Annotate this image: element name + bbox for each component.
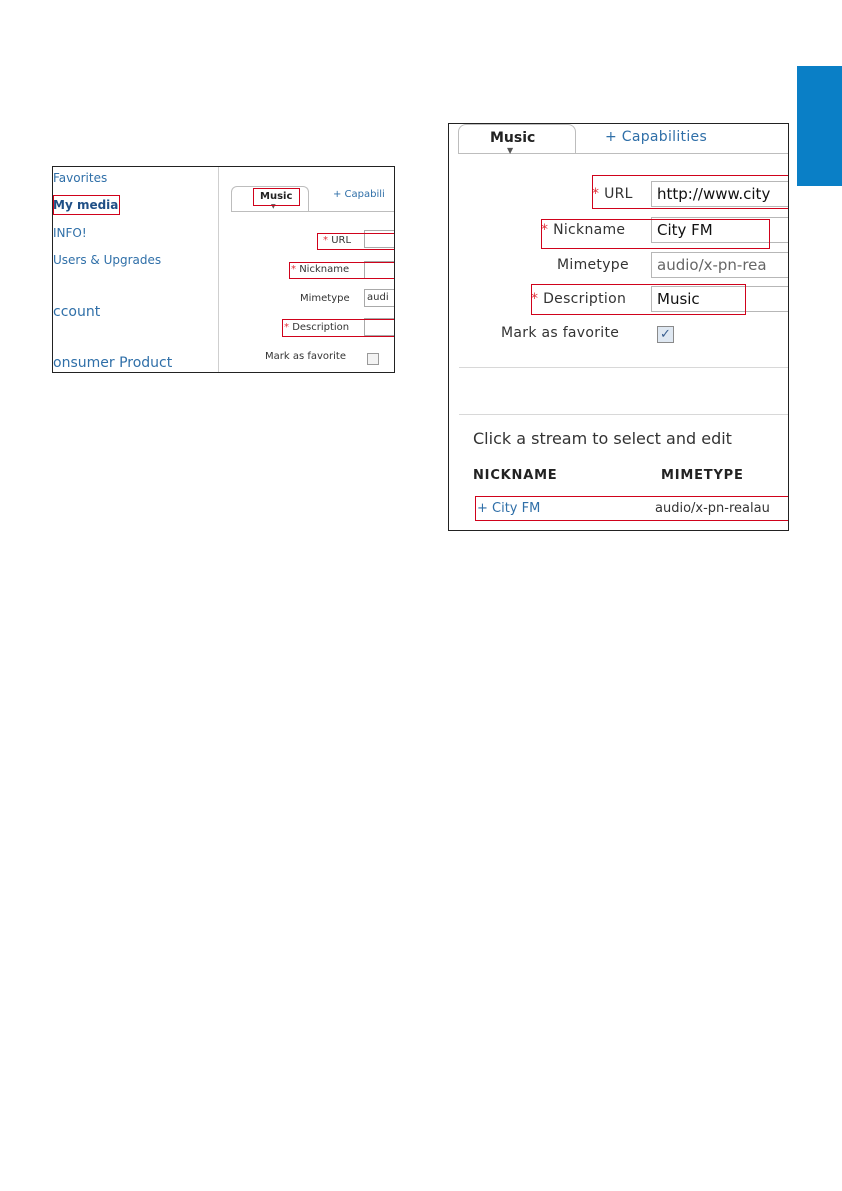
mimetype-input[interactable]: audio/x-pn-rea — [651, 252, 789, 278]
sidebar-item-my-media[interactable]: My media — [53, 198, 119, 212]
highlight-description — [531, 284, 746, 315]
tab-music-label: Music — [260, 191, 293, 202]
highlight-nickname — [289, 262, 395, 279]
description-label: * Description — [531, 291, 627, 307]
column-header-nickname[interactable]: NICKNAME — [473, 468, 558, 483]
nickname-label: * Nickname — [291, 264, 350, 275]
favorite-checkbox[interactable]: ✓ — [657, 326, 674, 343]
url-label: * URL — [323, 235, 352, 246]
description-input[interactable]: Music — [651, 286, 789, 312]
favorite-checkbox[interactable] — [367, 353, 379, 365]
sidebar-item-users-upgrades[interactable]: Users & Upgrades — [53, 253, 162, 267]
highlight-music-tab — [253, 188, 300, 206]
url-label: * URL — [592, 186, 633, 202]
sidebar-item-favorites[interactable]: Favorites — [53, 171, 108, 185]
highlight-description — [282, 319, 395, 337]
mimetype-label: Mimetype — [557, 257, 629, 273]
stream-mimetype: audio/x-pn-realau — [655, 501, 770, 516]
sidebar-item-consumer-product[interactable]: onsumer Product — [53, 355, 173, 371]
sidebar-item-account[interactable]: ccount — [53, 304, 101, 320]
tab-underline — [231, 211, 395, 212]
nickname-label: * Nickname — [541, 222, 626, 238]
tab-music-label: Music — [490, 130, 536, 146]
tab-dropdown-icon[interactable]: ▼ — [507, 146, 514, 155]
mimetype-label: Mimetype — [300, 293, 350, 304]
sidebar-item-info[interactable]: INFO! — [53, 226, 87, 240]
highlight-stream-row — [475, 496, 789, 521]
language-side-tab — [797, 66, 842, 186]
tab-dropdown-icon[interactable]: ▼ — [271, 203, 276, 210]
highlight-nickname — [541, 219, 770, 249]
highlight-url — [592, 175, 789, 209]
section-divider — [459, 367, 788, 368]
nickname-input[interactable]: City FM — [651, 217, 789, 243]
favorite-label: Mark as favorite — [501, 325, 620, 341]
description-label: * Description — [284, 322, 350, 333]
tab-capabilities[interactable]: + Capabilities — [605, 129, 708, 145]
highlight-my-media — [53, 195, 120, 215]
column-header-mimetype[interactable]: MIMETYPE — [661, 468, 744, 483]
favorite-label: Mark as favorite — [265, 351, 347, 362]
mimetype-input[interactable]: audi — [364, 289, 395, 307]
sidebar — [53, 167, 218, 372]
highlight-url — [317, 233, 395, 250]
section-divider — [459, 414, 788, 415]
large-screenshot — [448, 123, 789, 531]
stream-nickname[interactable]: + City FM — [477, 501, 541, 516]
tab-capabilities[interactable]: + Capabili — [333, 189, 385, 200]
small-screenshot — [52, 166, 395, 373]
sidebar-divider — [218, 167, 219, 372]
stream-list-hint: Click a stream to select and edit — [473, 429, 732, 448]
url-input[interactable]: http://www.city — [651, 181, 789, 207]
